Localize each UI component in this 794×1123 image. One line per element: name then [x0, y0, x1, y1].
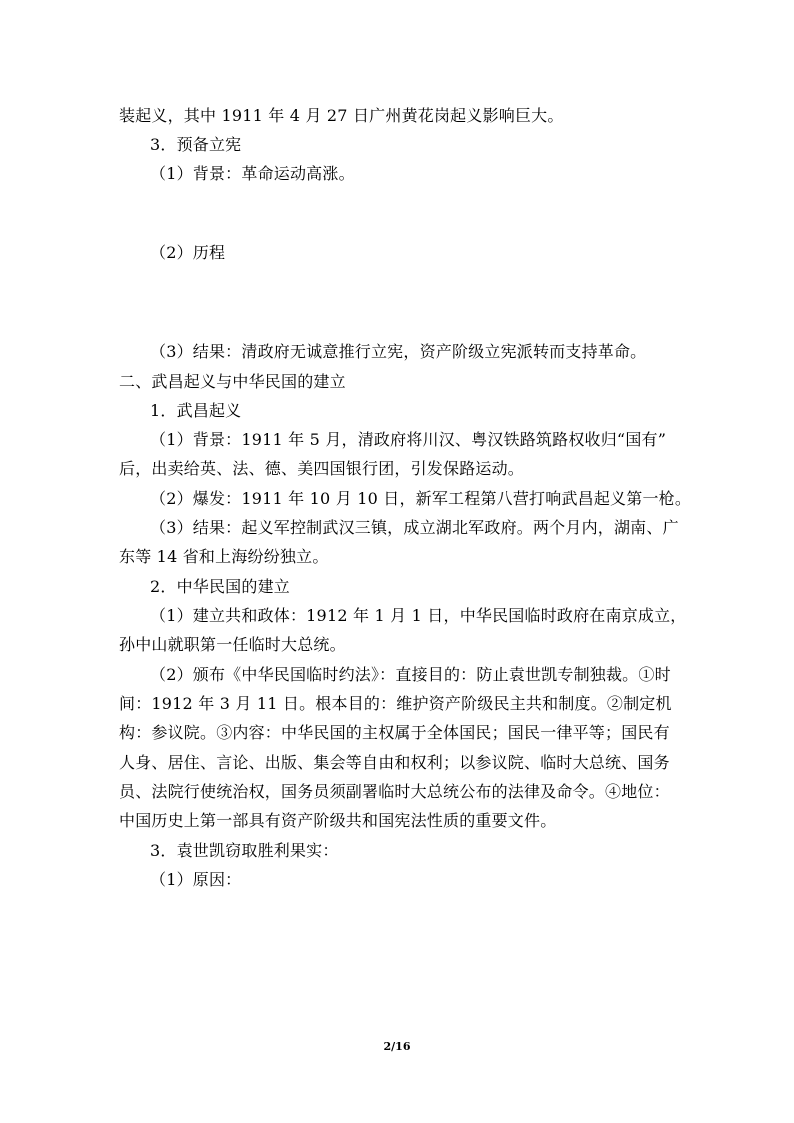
- text-line: 构：参议院。③内容：中华民国的主权属于全体国民；国民一律平等；国民有: [119, 723, 670, 742]
- text-line: 间：1912 年 3 月 11 日。根本目的：维护资产阶级民主共和制度。②制定机: [119, 694, 672, 713]
- text-line: （3）结果：起义军控制武汉三镇，成立湖北军政府。两个月内，湖南、广: [150, 518, 679, 537]
- text-line: （1）建立共和政体：1912 年 1 月 1 日，中华民国临时政府在南京成立，: [150, 606, 687, 625]
- text-line: （3）结果：清政府无诚意推行立宪，资产阶级立宪派转而支持革命。: [150, 342, 647, 361]
- subheading: 2．中华民国的建立: [150, 577, 290, 596]
- text-line: （2）爆发：1911 年 10 月 10 日，新军工程第八营打响武昌起义第一枪。: [150, 489, 692, 508]
- text-line: 中国历史上第一部具有资产阶级共和国宪法性质的重要文件。: [119, 811, 557, 830]
- text-line: 员、法院行使统治权，国务员须副署临时大总统公布的法律及命令。④地位：: [119, 782, 670, 801]
- page-number: 2/16: [383, 1040, 411, 1053]
- subheading: 3．袁世凯窃取胜利果实：: [150, 841, 339, 860]
- text-line: 孙中山就职第一任临时大总统。: [119, 635, 346, 654]
- text-line: （2）历程: [150, 243, 226, 262]
- subheading: 3．预备立宪: [150, 135, 242, 154]
- text-line: 后，出卖给英、法、德、美四国银行团，引发保路运动。: [119, 459, 525, 478]
- text-line: 人身、居住、言论、出版、集会等自由和权利；以参议院、临时大总统、国务: [119, 753, 670, 772]
- section-heading: 二、武昌起义与中华民国的建立: [119, 372, 346, 391]
- text-line: （1）原因：: [150, 870, 242, 889]
- text-line: 东等 14 省和上海纷纷独立。: [119, 547, 329, 566]
- text-line: （1）背景：1911 年 5 月，清政府将川汉、粤汉铁路筑路权收归“国有”: [150, 430, 667, 449]
- text-line: 装起义，其中 1911 年 4 月 27 日广州黄花岗起义影响巨大。: [119, 106, 564, 125]
- text-line: （1）背景：革命运动高涨。: [150, 164, 355, 183]
- subheading: 1．武昌起义: [150, 401, 242, 420]
- text-line: （2）颁布《中华民国临时约法》：直接目的：防止袁世凯专制独裁。①时: [150, 665, 671, 684]
